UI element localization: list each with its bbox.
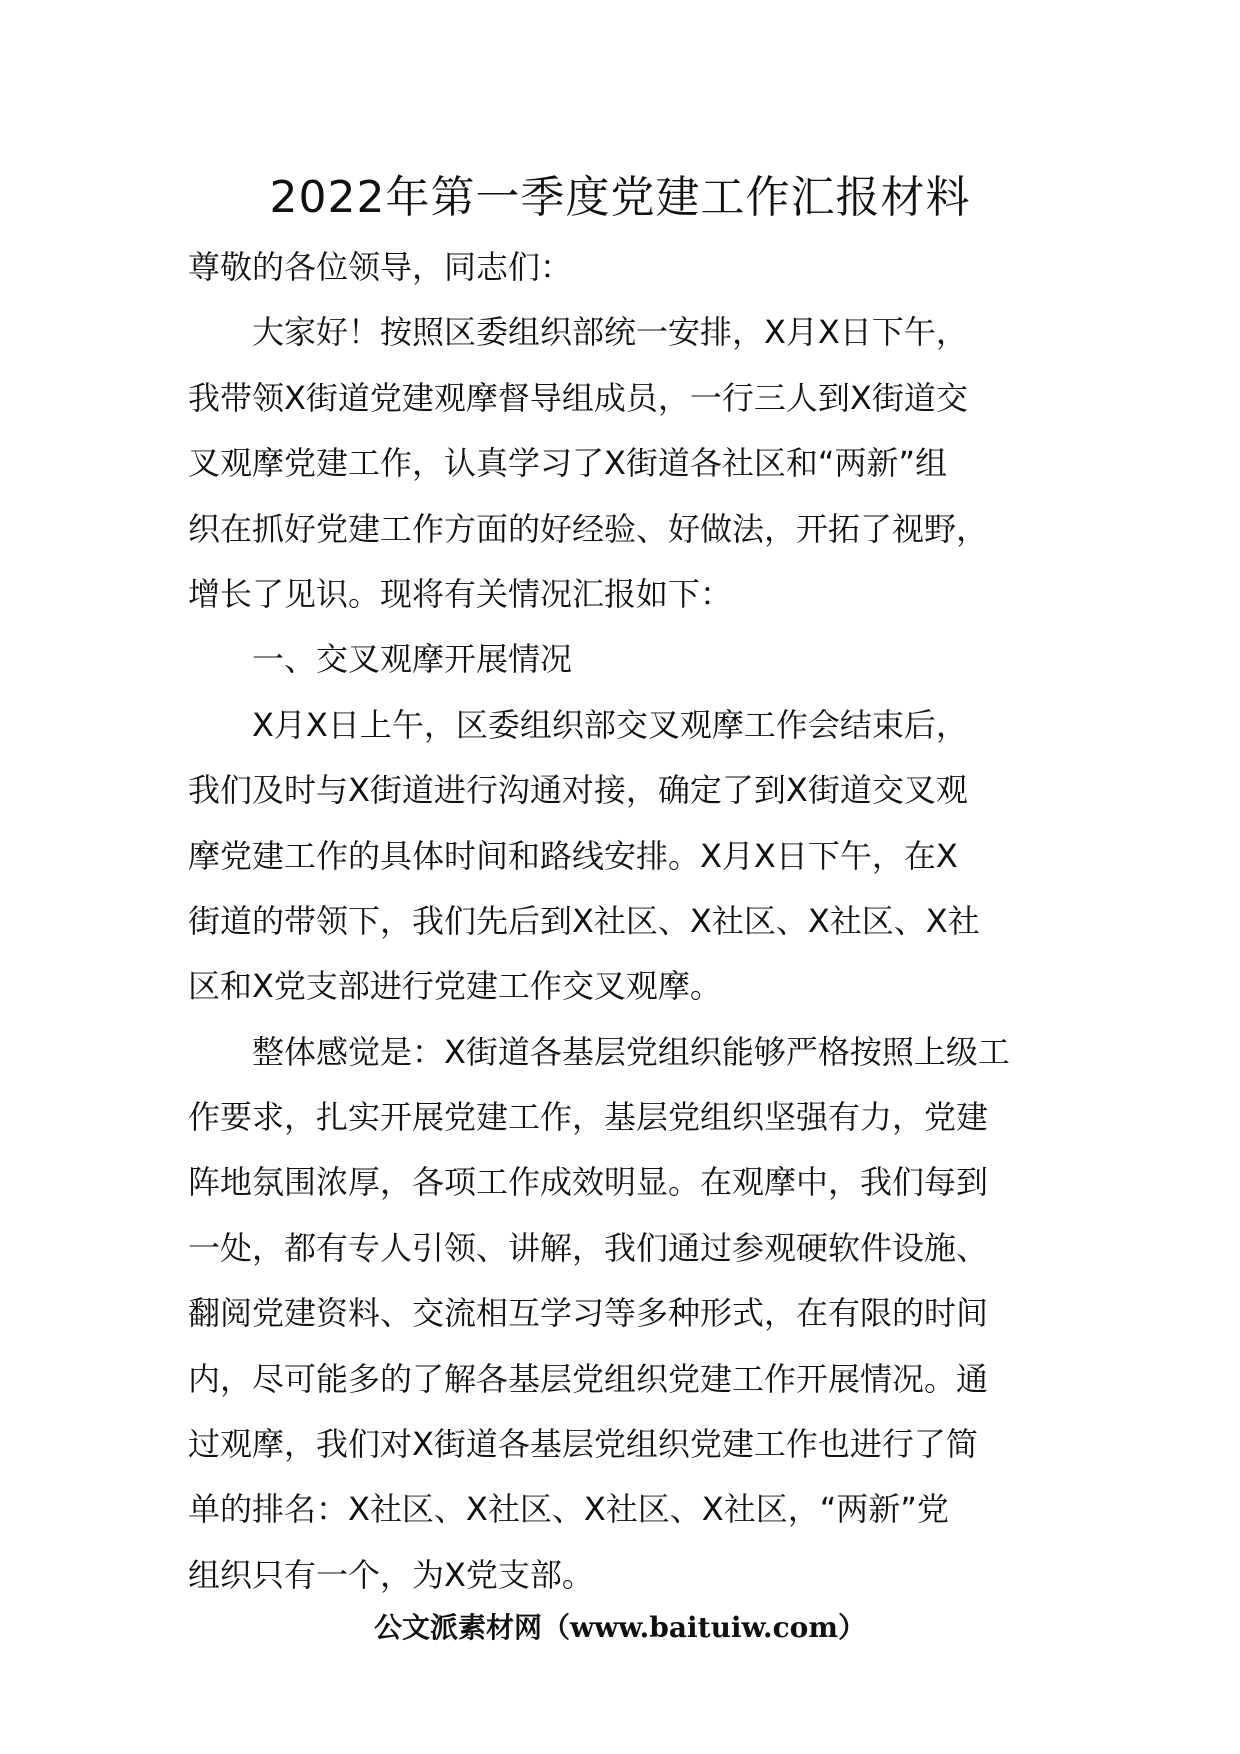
source-footer: 公文派素材网（www.baituiw.com）	[374, 1611, 866, 1644]
body-line: 组织只有一个，为X党支部。	[188, 1555, 594, 1594]
body-line: 街道的带领下，我们先后到X社区、X社区、X社区、X社	[188, 901, 980, 940]
body-text	[188, 235, 1058, 1608]
body-line: 过观摩，我们对X街道各基层党组织党建工作也进行了简	[188, 1425, 978, 1464]
body-line: 我们及时与X街道进行沟通对接，确定了到X街道交叉观	[188, 771, 968, 810]
body-line: 整体感觉是：X街道各基层党组织能够严格按照上级工	[252, 1032, 1010, 1071]
body-line: 阵地氛围浓厚，各项工作成效明显。在观摩中，我们每到	[188, 1163, 989, 1202]
body-line: 大家好！按照区委组织部统一安排，X月X日下午，	[252, 313, 968, 352]
body-line: 翻阅党建资料、交流相互学习等多种形式，在有限的时间	[188, 1294, 989, 1333]
body-line: 一处，都有专人引领、讲解，我们通过参观硬软件设施、	[188, 1228, 989, 1267]
body-line: 我带领X街道党建观摩督导组成员，一行三人到X街道交	[188, 378, 968, 417]
body-line: 单的排名：X社区、X社区、X社区、X社区，“两新”党	[188, 1490, 949, 1529]
body-line: 尊敬的各位领导，同志们：	[188, 248, 573, 286]
body-line: 一、交叉观摩开展情况	[252, 640, 573, 679]
body-line: 叉观摩党建工作，认真学习了X街道各社区和“两新”组	[188, 444, 948, 483]
body-line: 作要求，扎实开展党建工作，基层党组织坚强有力，党建	[188, 1098, 989, 1137]
body-line: 摩党建工作的具体时间和路线安排。X月X日下午，在X	[188, 836, 958, 875]
body-line: 区和X党支部进行党建工作交叉观摩。	[188, 967, 722, 1006]
body-line: 内，尽可能多的了解各基层党组织党建工作开展情况。通	[188, 1359, 989, 1398]
body-line: 织在抓好党建工作方面的好经验、好做法，开拓了视野，	[188, 509, 989, 548]
body-line: 增长了见识。现将有关情况汇报如下：	[188, 574, 733, 613]
body-line: X月X日上午，区委组织部交叉观摩工作会结束后，	[252, 705, 968, 744]
page-title: 2022年第一季度党建工作汇报材料	[269, 172, 971, 223]
